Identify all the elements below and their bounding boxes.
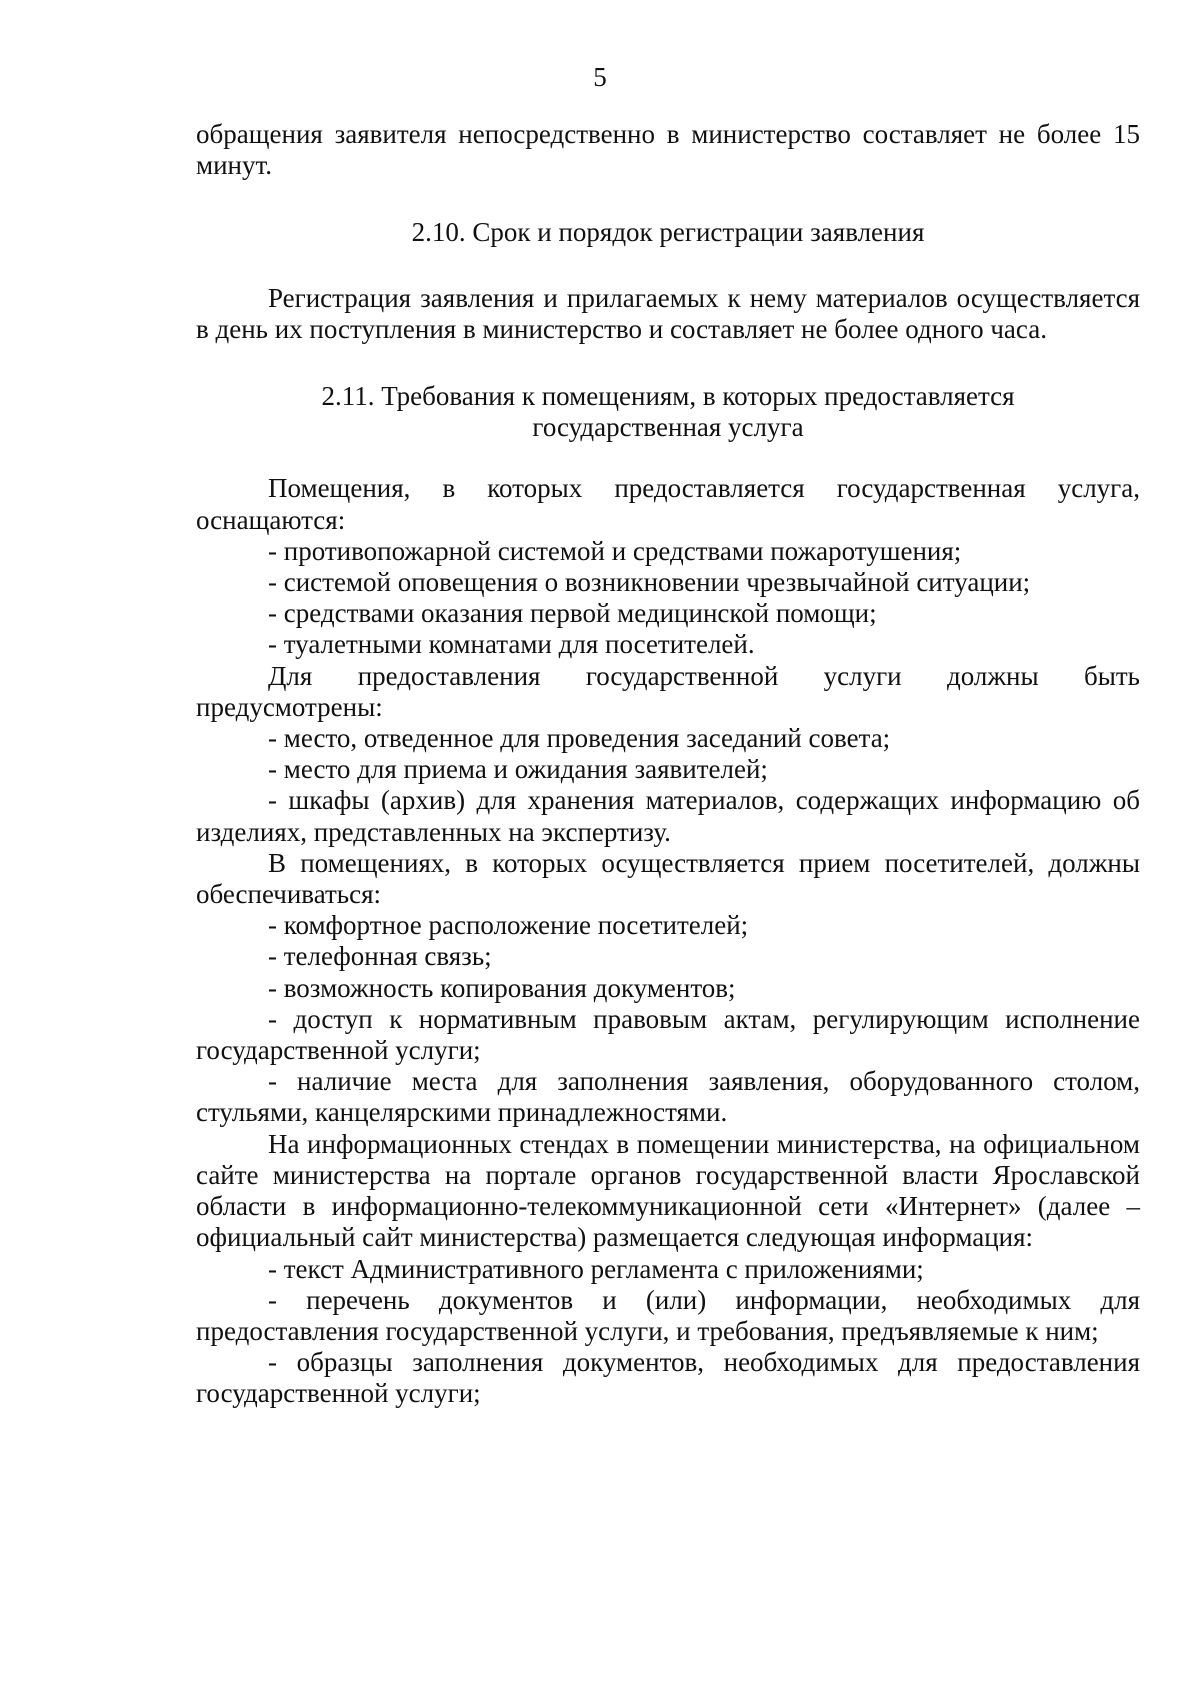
page-content (196, 119, 1140, 1410)
list-item: - место, отведенное для проведения заседаний совета; (268, 723, 891, 754)
continuation-paragraph: обращения заявителя непосредственно в министерство составляет не более 15 минут. (196, 119, 1140, 181)
section-2-11-title (196, 381, 1140, 443)
list-item: - средствами оказания первой медицинской помощи; (268, 598, 877, 629)
list-item: - доступ к нормативным правовым актам, регулирующим исполнение государственной услуги; (196, 1003, 1140, 1066)
paragraph: На информационных стендах в помещении министерства, на официальном сайте министерства на портале органов государственной власти Ярославской области в информационно-телекоммуникационной сети «Интернет» (далее – официальный сайт министерства) размещается следующая информация: (196, 1128, 1140, 1253)
list-item: - комфортное расположение посетителей; (268, 910, 749, 941)
page-number: 5 (593, 62, 607, 92)
list-item: - наличие места для заполнения заявления, оборудованного столом, стульями, канцелярскими принадлежностями. (196, 1066, 1140, 1128)
section-2-11-title-line-2: государственная услуга (532, 412, 804, 443)
section-2-11-title-line-1: 2.11. Требования к помещениям, в которых предоставляется (321, 381, 1015, 412)
list-item: - образцы заполнения документов, необходимых для предоставления государственной услуги; (196, 1347, 1140, 1409)
list-item: - телефонная связь; (268, 941, 492, 972)
paragraph: В помещениях, в которых осуществляется прием посетителей, должны обеспечиваться: (196, 847, 1140, 910)
list-item: - шкафы (архив) для хранения материалов, содержащих информацию об изделиях, представленных на экспертизу. (196, 785, 1140, 847)
paragraph: Для предоставления государственной услуги должны быть предусмотрены: (196, 660, 1140, 722)
list-item: - туалетными комнатами для посетителей. (268, 629, 755, 660)
list-item: - возможность копирования документов; (268, 972, 736, 1003)
section-2-10-title: 2.10. Срок и порядок регистрации заявления (411, 217, 925, 248)
paragraph: Помещения, в которых предоставляется государственная услуга, оснащаются: (196, 473, 1140, 535)
section-2-10-text: Регистрация заявления и прилагаемых к нему материалов осуществляется в день их поступления в министерство и составляет не более одного часа. (196, 282, 1140, 344)
list-item: - противопожарной системой и средствами пожаротушения; (268, 535, 962, 566)
list-item: - перечень документов и (или) информации, необходимых для предоставления государственной услуги, и требования, предъявляемые к ним; (196, 1284, 1140, 1346)
list-item: - системой оповещения о возникновении чрезвычайной ситуации; (268, 567, 1031, 598)
list-item: - место для приема и ожидания заявителей; (268, 754, 768, 785)
list-item: - текст Административного регламента с приложениями; (268, 1253, 924, 1284)
